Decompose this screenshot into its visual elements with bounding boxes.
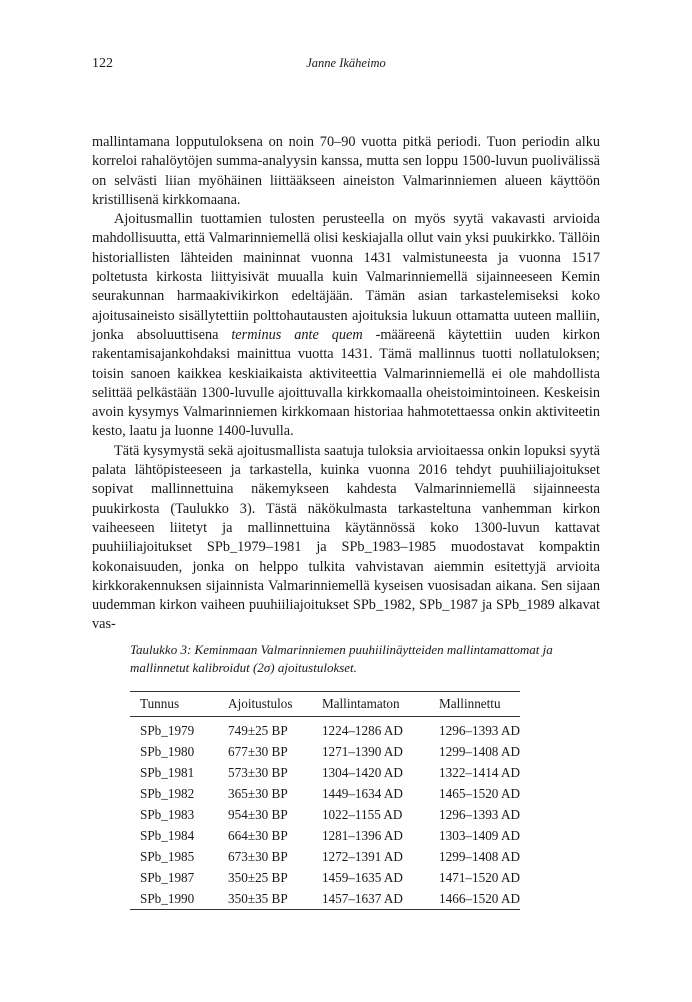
cell-ajoitustulos: 573±30 BP [228, 764, 288, 780]
paragraph-2-part-a: Ajoitusmallin tuottamien tulosten perusteella on myös syytä vakavasti arvioida mahdollisuutta, että Valmarinniemellä olisi keskiajalla ollut vain yksi puukirkko. Tällöin historiallisten lähteiden maininnat vuonna 1431 valmistuneesta ja vuonna 1517 poltetusta kirkosta liittyisivät muualla kuin Valmarinniemellä sijainneeseen Kemin seurakunnan harmaakivikirkon edeltäjään. Tämän asian tarkastelemiseksi koko ajoitusaineisto sisällytettiin polttohautausten ajoituksia lukuun ottamatta uuteen malliin, jonka absoluuttisena [92, 211, 600, 343]
table-row [130, 783, 520, 804]
cell-ajoitustulos: 350±35 BP [228, 890, 288, 906]
cell-mallintamaton: 1449–1634 AD [321, 785, 403, 801]
cell-mallinnettu: 1296–1393 AD [439, 722, 520, 738]
table-row [130, 762, 520, 783]
column-header-mallintamaton: Mallintamaton [312, 692, 429, 717]
cell-ajoitustulos: 365±30 BP [228, 785, 288, 801]
cell-ajoitustulos: 749±25 BP [228, 722, 288, 738]
cell-ajoitustulos: 954±30 BP [228, 806, 288, 822]
cell-mallinnettu: 1322–1414 AD [439, 764, 520, 780]
cell-ajoitustulos: 350±25 BP [228, 869, 288, 885]
table-row [130, 867, 520, 888]
table-row [130, 741, 520, 762]
cell-tunnus: SPb_1987 [140, 869, 195, 885]
cell-tunnus: SPb_1984 [140, 827, 195, 843]
cell-tunnus: SPb_1981 [140, 764, 195, 780]
column-header-mallinnettu: Mallinnettu [429, 692, 520, 717]
cell-mallintamaton: 1281–1396 AD [321, 827, 403, 843]
cell-mallinnettu: 1299–1408 AD [439, 743, 520, 759]
cell-mallinnettu: 1465–1520 AD [439, 785, 520, 801]
cell-ajoitustulos: 664±30 BP [228, 827, 288, 843]
cell-mallintamaton: 1459–1635 AD [321, 869, 403, 885]
paragraph-2 [92, 210, 600, 442]
page-number: 122 [92, 56, 113, 71]
cell-mallintamaton: 1022–1155 AD [321, 806, 403, 822]
cell-mallintamaton: 1224–1286 AD [321, 722, 403, 738]
cell-tunnus: SPb_1979 [140, 722, 195, 738]
cell-tunnus: SPb_1985 [140, 848, 195, 864]
paragraph-3: Tätä kysymystä sekä ajoitusmallista saatuja tuloksia arvioitaessa onkin lopuksi syytä palata lähtöpisteeseen ja tarkastella, kuinka vuonna 2016 tehdyt puuhiiliajoitukset sopivat mallinnettuina näkemykseen kahdesta Valmarinniemellä sijainneesta puukirkosta (Taulukko 3). Tästä näkökulmasta tarkasteltuna vanhemman kirkon vaiheeseen liitetyt ja mallinnettuina käytännössä koko 1300-luvun kattavat puuhiiliajoitukset SPb_1979–1981 ja SPb_1983–1985 muodostavat kompaktin kokonaisuuden, jonka on helppo tulkita vahvistavan aiemmin esitettyjä arvioita kirkkorakennuksen sijainnista Valmarinniemellä kyseisen vuosisadan aikana. Sen sijaan uudemman kirkon vaiheen puuhiiliajoitukset SPb_1982, SPb_1987 ja SPb_1989 alkavat vas- [92, 442, 600, 633]
cell-mallintamaton: 1304–1420 AD [321, 764, 403, 780]
cell-mallinnettu: 1296–1393 AD [439, 806, 520, 822]
body-text [92, 133, 600, 635]
table-row [130, 825, 520, 846]
table-row [130, 846, 520, 867]
cell-tunnus: SPb_1983 [140, 806, 195, 822]
cell-mallinnettu: 1303–1409 AD [439, 827, 520, 843]
cell-mallintamaton: 1457–1637 AD [321, 890, 403, 906]
cell-ajoitustulos: 673±30 BP [228, 848, 288, 864]
column-header-tunnus: Tunnus [130, 692, 218, 717]
table-row [130, 888, 520, 910]
cell-mallintamaton: 1272–1391 AD [321, 848, 403, 864]
paragraph-2-italic-term: terminus ante quem [231, 326, 363, 343]
table-row [130, 717, 520, 742]
cell-mallinnettu: 1471–1520 AD [439, 869, 520, 885]
column-header-ajoitustulos: Ajoitustulos [218, 692, 312, 717]
cell-ajoitustulos: 677±30 BP [228, 743, 288, 759]
results-table [130, 691, 520, 910]
table-header-row [130, 692, 520, 717]
cell-mallinnettu: 1299–1408 AD [439, 848, 520, 864]
running-head-author: Janne Ikäheimo [306, 56, 386, 70]
cell-tunnus: SPb_1982 [140, 785, 195, 801]
paragraph-2-part-b: -määreenä käytettiin uuden kirkon rakentamisajankohdaksi mainittua vuotta 1431. Tämä mallinnus tuotti nollatuloksen; toisin sanoen kaikkea keskiaikaista aktiviteettia Valmarinniemellä ei ole mahdollista selittää pelkästään 1300-luvulle ajoittuvalla kirkkomaalla oheistoimintoineen. Keskeisin avoin kysymys Valmarinniemen kirkkomaan historiaa hahmotettaessa onkin aktiviteetin kesto, laatu ja luonne 1400-luvulla. [92, 326, 600, 440]
cell-mallinnettu: 1466–1520 AD [439, 890, 520, 906]
table-row [130, 804, 520, 825]
paragraph-1: mallintamana lopputuloksena on noin 70–90 vuotta pitkä periodi. Tuon periodin alku korreloi rahalöytöjen summa-analyysin kanssa, mutta sen loppu 1500-luvun puolivälissä on selvästi liian myöhäinen liittääkseen aineiston Valmarinniemen alueen käyttöön kristillisenä kirkkomaana. [92, 134, 600, 208]
cell-tunnus: SPb_1990 [140, 890, 195, 906]
table-caption: Taulukko 3: Keminmaan Valmarinniemen puuhiilinäytteiden mallintamattomat ja mallinnetut kalibroidut (2σ) ajoitustulokset. [130, 642, 553, 675]
cell-tunnus: SPb_1980 [140, 743, 195, 759]
cell-mallintamaton: 1271–1390 AD [321, 743, 403, 759]
